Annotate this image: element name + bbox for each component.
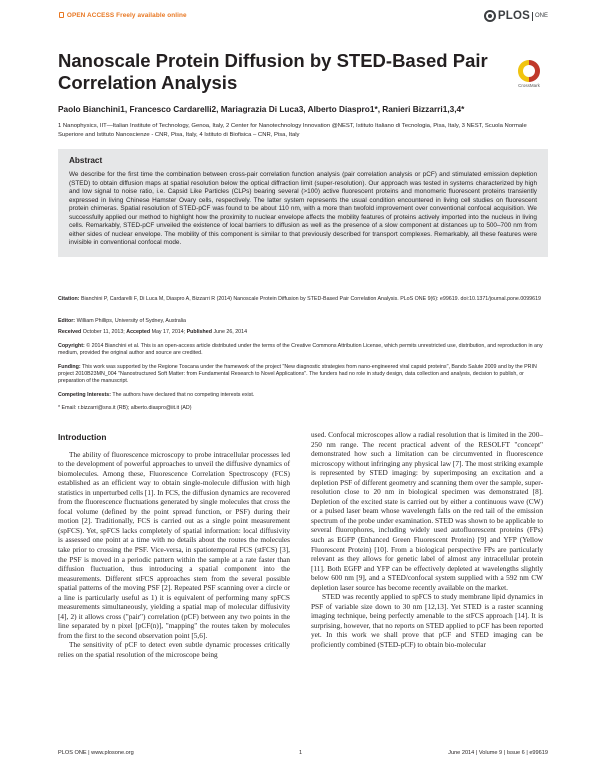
body-paragraph: used. Confocal microscopes allow a radial resolution that is limited in the 200–250 nm range. The recent practical advent of the RESOLFT "concept" demonstrated how such a limitation can be circumvented in fluorescence microscopy without infringing any physical law [7]. The most striking example is represented by STED imaging: by superimposing an excitation and a depletion PSF of different geometry and scanning them over the sample, super-resolution close to 20 nm in biological specimen was demonstrated [8]. Depletion of the excited state is carried out by either a continuous wave (CW) or a pulsed laser beam whose wavelength falls on the red tail of the emission spectrum of the probe under examination. STED was shown to be applicable to several fluorophores, including widely used autofluorescent proteins (FPs) such as EGFP (Enhanced Green Fluorescent Protein) [9] and YFP (Yellow Fluorescent Protein) [10]. From a biological perspective FPs are particularly relevant as they allows for genetic label of almost any intracellular protein [11]. Both EGFP and YFP can be effectively depleted at wavelengths slightly below 600 nm [9], and a STED/confocal system supplied with a 592 nm CW depletion laser source has become recently available on the market. <box>311 430 543 592</box>
introduction-heading: Introduction <box>58 432 107 442</box>
competing-interests <box>58 392 548 399</box>
author-list: Paolo Bianchini1, Francesco Cardarelli2, Mariagrazia Di Luca3, Alberto Diaspro1*, Ranieri Bizzarri1,3,4* <box>58 104 465 114</box>
body-column-left <box>58 433 290 660</box>
received-date: October 11, 2013; <box>82 329 125 335</box>
body-paragraph: The sensitivity of pCF to detect even subtle dynamic processes critically relies on the spatial resolution of the microscope being <box>58 640 290 660</box>
body-column-right <box>311 430 543 650</box>
funding <box>58 364 548 386</box>
plos-logo-icon <box>484 10 496 22</box>
published-label: Published <box>186 329 212 335</box>
editor-text: William Phillips, University of Sydney, Australia <box>76 318 186 324</box>
copyright-text: © 2014 Bianchini et al. This is an open-access article distributed under the terms of the Creative Commons Attribution License, which permits unrestricted use, distribution, and reproduction in any medium, provided the original author and source are credited. <box>58 343 543 357</box>
received-label: Received <box>58 329 82 335</box>
editor-label: Editor: <box>58 318 76 324</box>
open-lock-icon <box>59 12 64 18</box>
funding-text: This work was supported by the Regione Toscana under the framework of the project "New diagnostic strategies from nano-engineered viral capsid proteins", Bando Salute 2009 and by the PRIN project 2010B23MN_004 "Nanostructured Soft Matter: from Fundamental Research to Novel Applications". The funders had no role in study design, data collection and analysis, decision to publish, or preparation of the manuscript. <box>58 364 537 385</box>
plos-logo-sub: ONE <box>532 12 548 21</box>
funding-label: Funding: <box>58 364 81 370</box>
abstract-text: We describe for the first time the combination between cross-pair correlation function analysis (pair correlation analysis or pCF) and stimulated emission depletion (STED) to obtain diffusion maps at spatial resolution below the optical diffraction limit (super-resolution). Our approach was tested in systems characterized by high and low signal to noise ratio, i.e. Capsid Like Particles (CLPs) bearing several (>100) active fluorescent proteins and monomeric fluorescent proteins transiently expressed in living Chinese Hamster Ovary cells, respectively. The latter system represents the usual condition encountered in living cell studies on fluorescent protein chimeras. Spatial resolution of STED-pCF was found to be about 110 nm, with a more than twofold improvement over conventional confocal acquisition. We successfully applied our method to highlight how the proximity to nuclear envelope affects the mobility features of proteins actively imported into the nucleus in living cells. Remarkably, STED-pCF unveiled the existence of local barriers to diffusion as well as the presence of a slow component at distances up to 500–700 nm from either sides of nuclear envelope. The mobility of this component is similar to that previously described for transport complexes. Remarkably, all these features were invisible in conventional confocal mode. <box>69 171 537 246</box>
copyright <box>58 343 548 357</box>
published-date: June 26, 2014 <box>213 329 248 335</box>
body-paragraph: STED was recently applied to spFCS to study membrane lipid dynamics in PSF of variable size down to 30 nm [12,13]. Yet STED is a raster scanning imaging technique, being perfectly amenable to the stFCS approach [14]. It is surprising, however, that no reports on STED applied to pCF has been reported yet. In this work we shall prove that pCF and STED imaging can be proficiently combined (STED-pCF) to obtain bio-molecular <box>311 592 543 650</box>
plos-one-logo[interactable] <box>484 9 548 23</box>
accepted-date: May 17, 2014; <box>151 329 186 335</box>
open-access-banner[interactable] <box>58 12 187 19</box>
citation <box>58 296 548 303</box>
editor <box>58 318 548 325</box>
page-header <box>58 11 548 25</box>
abstract-box <box>58 149 548 257</box>
citation-label: Citation: <box>58 296 80 302</box>
crossmark-label: CrossMark <box>518 83 540 88</box>
citation-text[interactable]: Bianchini P, Cardarelli F, Di Luca M, Diaspro A, Bizzarri R (2014) Nanoscale Protein Diffusion by STED-Based Pair Correlation Analysis. PLoS ONE 9(6): e99619. doi:10.1371/journal.pone.0099619 <box>80 296 541 302</box>
corresponding-email[interactable]: * Email: r.bizzarri@sns.it (RB); alberto.diaspro@iit.it (AD) <box>58 405 192 411</box>
body-paragraph: The ability of fluorescence microscopy to probe intracellular processes led to the development of powerful approaches to unveil the diffusive dynamics of biomolecules. Among these, Fluorescence Correlation Spectroscopy (FCS) established as an efficient way to obtain single-molecule diffusion with high statistics in unperturbed cells [1]. In FCS, the diffusion dynamics are recovered from the fluorescence fluctuations generated by single molecules that cross the focal volume (defined by the point spread function, or PSF) during their motion [2]. Traditionally, FCS is carried out as a single point measurement (spFCS). Yet, spFCS lacks completely of spatial information: local diffusivity is assessed one point at a time with no details about the routes the molecules take prior to crossing the PSF. Vice-versa, in spatiotemporal FCS (stFCS) [3], the PSF is moved in a periodic pattern within the sample at a rate faster than diffusion fluctuation, thus introducing a spatial component into the measurements. Different stFCS approaches stem from the several possible spatial patterns of the moving PSF [2]. Repeated PSF scanning over a circle or a line is particularly useful as 1) it is equivalent of performing many spFCS measurements simultaneously, yielding a spatial map of molecular diffusivity [4], 2) it allows cross ("pair") correlation (pCF) between any two points in the line separated by n pixel [pCF(n)], "mapping" the routes taken by molecules from the first to the second observation point [5,6]. <box>58 449 290 640</box>
page-number: 1 <box>299 750 303 756</box>
open-access-text: OPEN ACCESS Freely available online <box>66 12 187 19</box>
crossmark-badge[interactable] <box>514 60 544 94</box>
copyright-label: Copyright: <box>58 343 85 349</box>
article-title: Nanoscale Protein Diffusion by STED-Based Pair Correlation Analysis <box>58 50 488 93</box>
competing-label: Competing Interests: <box>58 392 111 398</box>
crossmark-icon <box>518 60 540 82</box>
footer-issue: June 2014 | Volume 9 | Issue 6 | e99619 <box>448 750 548 756</box>
dates <box>58 329 548 336</box>
affiliations: 1 Nanophysics, IIT—Italian Institute of Technology, Genoa, Italy, 2 Center for Nanotechnology Innovation @NEST, Istituto Italiano di Tecnologia, Pisa, Italy, 3 NEST, Scuola Normale Superiore and Istituto Nanoscienze - CNR, Pisa, Italy, 4 Istituto di Biofisica – CNR, Pisa, Italy <box>58 123 527 139</box>
competing-text: The authors have declared that no competing interests exist. <box>112 392 255 398</box>
page-footer <box>58 750 548 760</box>
plos-logo-text: PLOS <box>497 10 530 22</box>
footer-journal[interactable]: PLOS ONE | www.plosone.org <box>58 750 134 756</box>
abstract-heading: Abstract <box>69 156 103 165</box>
accepted-label: Accepted <box>126 329 151 335</box>
